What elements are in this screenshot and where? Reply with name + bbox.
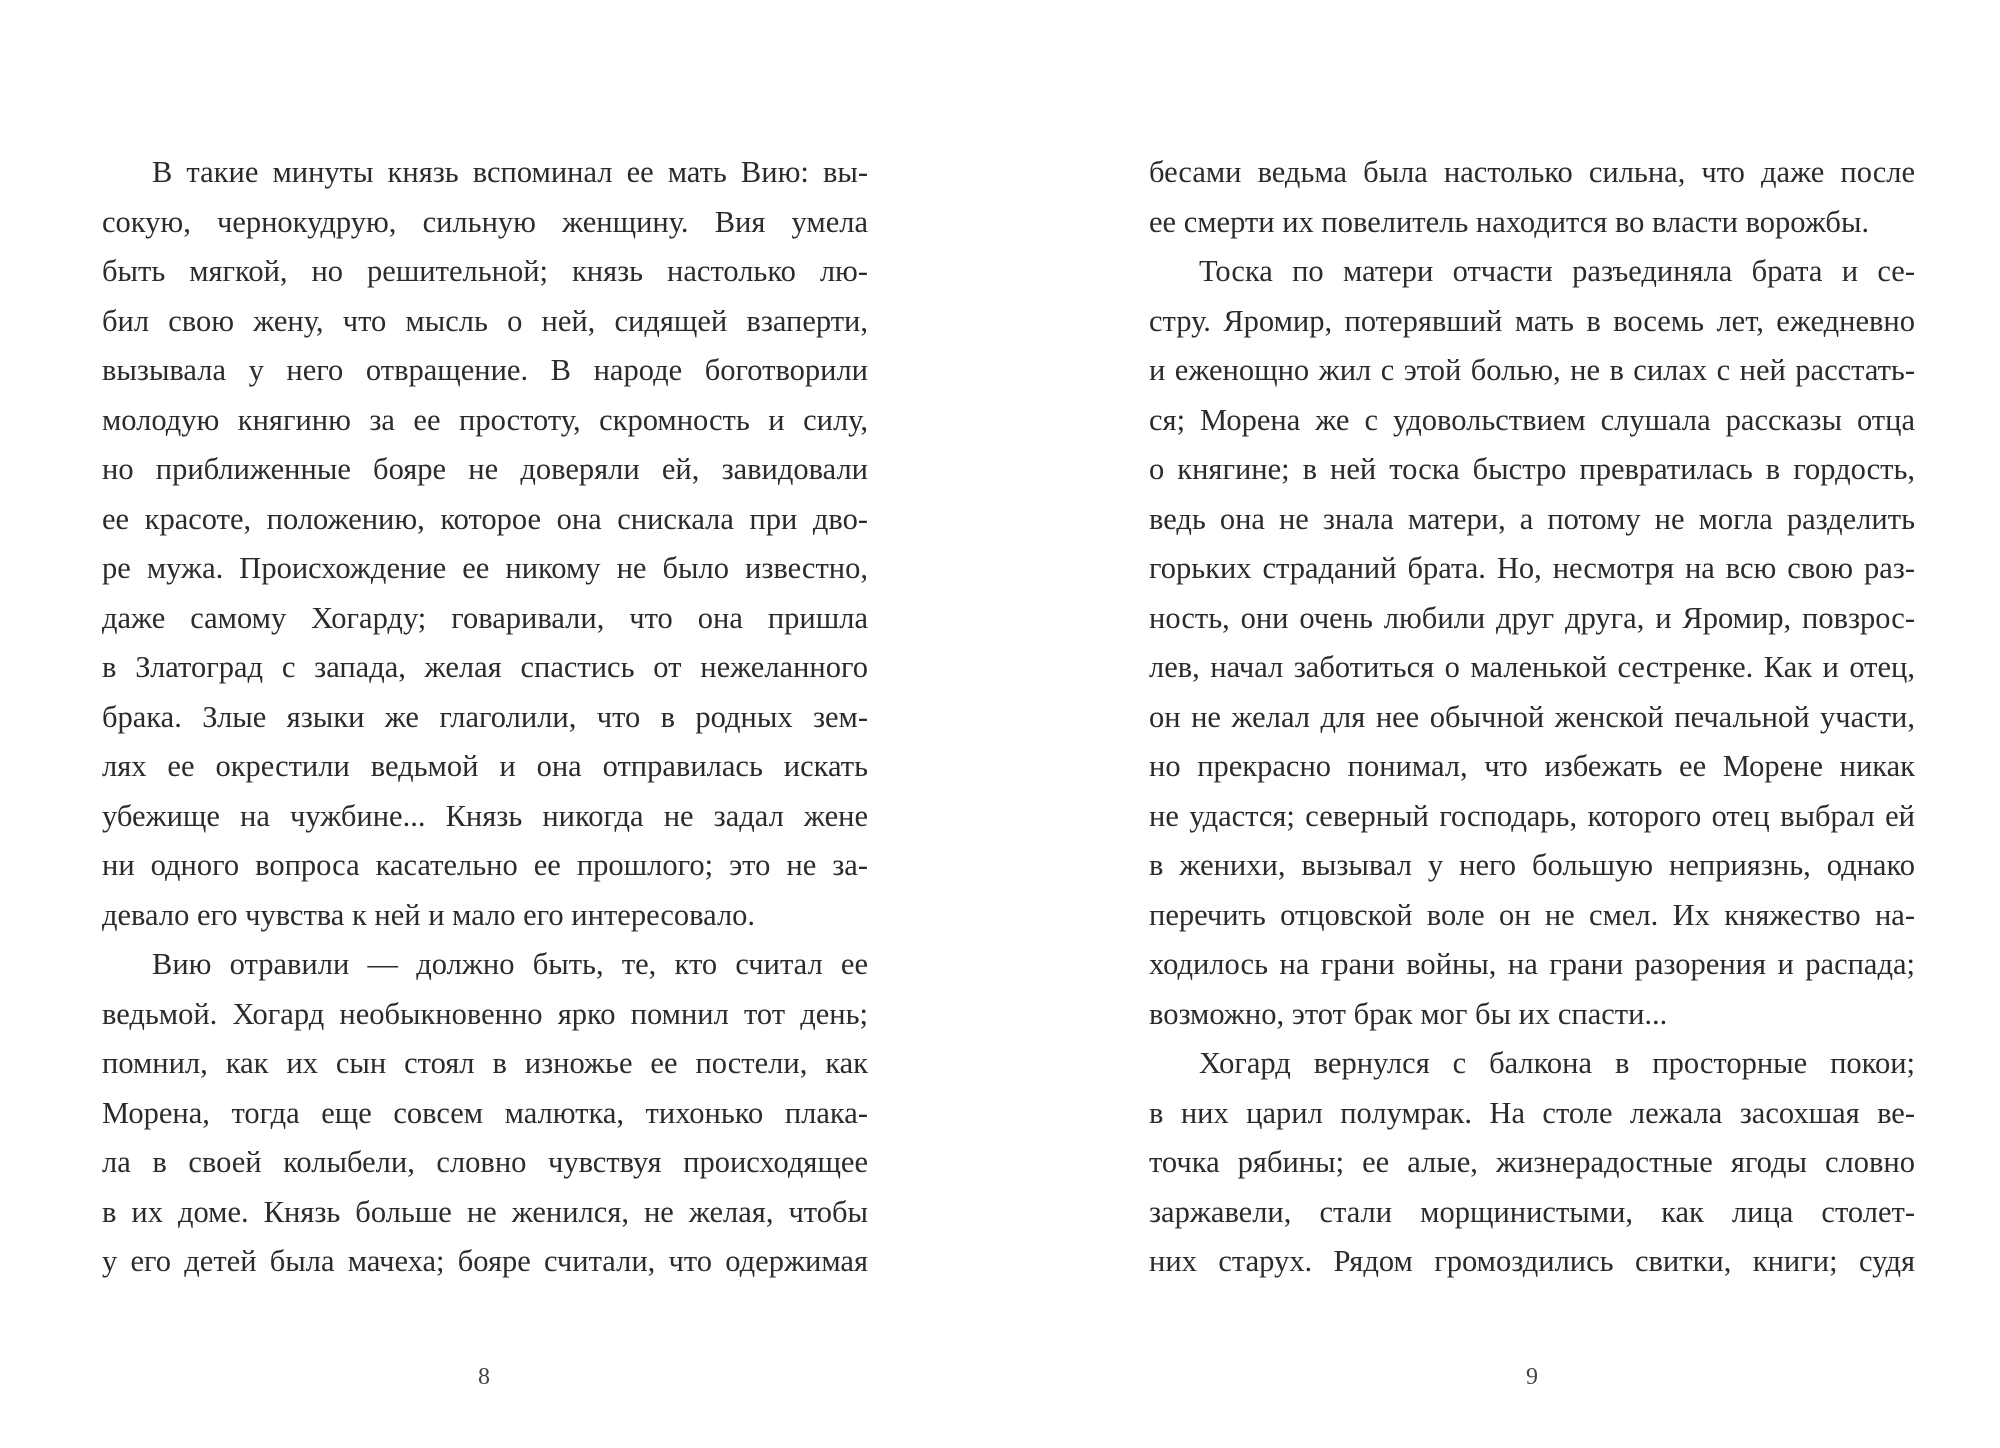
text-line: Хогард вернулся с балкона в просторные покои; [1199, 1046, 1915, 1080]
text-line: стру. Яромир, потерявший мать в восемь лет, ежедневно [1149, 303, 1915, 338]
text-line: не удастся; северный господарь, которого отец выбрал ей [1149, 798, 1915, 833]
text-line: молодую княгиню за ее простоту, скромность и силу, [102, 402, 868, 437]
text-line: горьких страданий брата. Но, несмотря на всю свою раз- [1149, 551, 1915, 585]
text-line: и еженощно жил с этой болью, не в силах с ней расстать- [1149, 353, 1915, 387]
text-line: помнил, как их сын стоял в изножье ее постели, как [102, 1046, 868, 1080]
text-line: у его детей была мачеха; бояре считали, что одержимая [102, 1244, 868, 1278]
text-line: ни одного вопроса касательно ее прошлого; это не за- [102, 848, 868, 882]
text-line: даже самому Хогарду; говаривали, что она пришла [102, 600, 868, 635]
text-line: в них царил полумрак. На столе лежала засохшая ве- [1149, 1095, 1915, 1130]
text-line: них старух. Рядом громоздились свитки, книги; судя [1149, 1244, 1915, 1278]
text-line: Морена, тогда еще совсем малютка, тихонько плака- [102, 1095, 868, 1130]
text-line: бил свою жену, что мысль о ней, сидящей взаперти, [102, 303, 868, 338]
text-line: о княгине; в ней тоска быстро превратилась в гордость, [1149, 452, 1915, 486]
text-line: Тоска по матери отчасти разъединяла брата и се- [1199, 254, 1915, 288]
text-line: ее красоте, положению, которое она снискала при дво- [102, 501, 868, 536]
text-line: быть мягкой, но решительной; князь настолько лю- [102, 254, 868, 288]
text-line: девало его чувства к ней и мало его интересовало. [102, 897, 756, 932]
text-line: точка рябины; ее алые, жизнерадостные ягоды словно [1149, 1145, 1915, 1179]
text-line: Вию отравили — должно быть, те, кто считал ее [152, 947, 868, 981]
text-line: заржавели, стали морщинистыми, как лица столет- [1149, 1194, 1915, 1229]
text-line: ла в своей колыбели, словно чувствуя происходящее [102, 1145, 868, 1179]
text-line: ведьмой. Хогард необыкновенно ярко помнил тот день; [102, 996, 868, 1031]
text-line: но приближенные бояре не доверяли ей, завидовали [102, 452, 868, 486]
text-line: лев, начал заботиться о маленькой сестренке. Как и отец, [1149, 650, 1915, 684]
text-line: ходилось на грани войны, на грани разорения и распада; [1149, 947, 1915, 981]
text-line: но прекрасно понимал, что избежать ее Морене никак [1149, 749, 1915, 783]
text-line: брака. Злые языки же глаголили, что в родных зем- [102, 699, 868, 734]
text-line: в Златоград с запада, желая спастись от нежеланного [102, 650, 868, 684]
text-line: в женихи, вызывал у него большую неприязнь, однако [1149, 848, 1915, 882]
page-number: 8 [478, 1364, 490, 1390]
page-number: 9 [1526, 1364, 1538, 1390]
right-page-text [1149, 148, 1915, 1287]
text-line: бесами ведьма была настолько сильна, что даже после [1149, 155, 1915, 189]
left-page-text [102, 148, 868, 1287]
right-page [1000, 0, 2000, 1448]
text-line: сокую, чернокудрую, сильную женщину. Вия умела [102, 204, 868, 239]
text-line: ность, они очень любили друг друга, и Яромир, повзрос- [1149, 600, 1915, 635]
text-line: он не желал для нее обычной женской печальной участи, [1149, 699, 1915, 734]
text-line: ведь она не знала матери, а потому не могла разделить [1149, 501, 1915, 536]
text-line: вызывала у него отвращение. В народе боготворили [102, 353, 868, 387]
text-line: в их доме. Князь больше не женился, не желая, чтобы [102, 1194, 868, 1229]
text-line: лях ее окрестили ведьмой и она отправилась искать [102, 749, 868, 783]
text-line: В такие минуты князь вспоминал ее мать Вию: вы- [152, 155, 868, 189]
text-line: перечить отцовской воле он не смел. Их княжество на- [1149, 897, 1915, 932]
text-line: ся; Морена же с удовольствием слушала рассказы отца [1149, 402, 1915, 437]
text-line: ре мужа. Происхождение ее никому не было известно, [102, 551, 868, 585]
text-line: ее смерти их повелитель находится во власти ворожбы. [1149, 204, 1870, 239]
text-line: возможно, этот брак мог бы их спасти... [1149, 996, 1668, 1031]
text-line: убежище на чужбине... Князь никогда не задал жене [102, 798, 868, 833]
